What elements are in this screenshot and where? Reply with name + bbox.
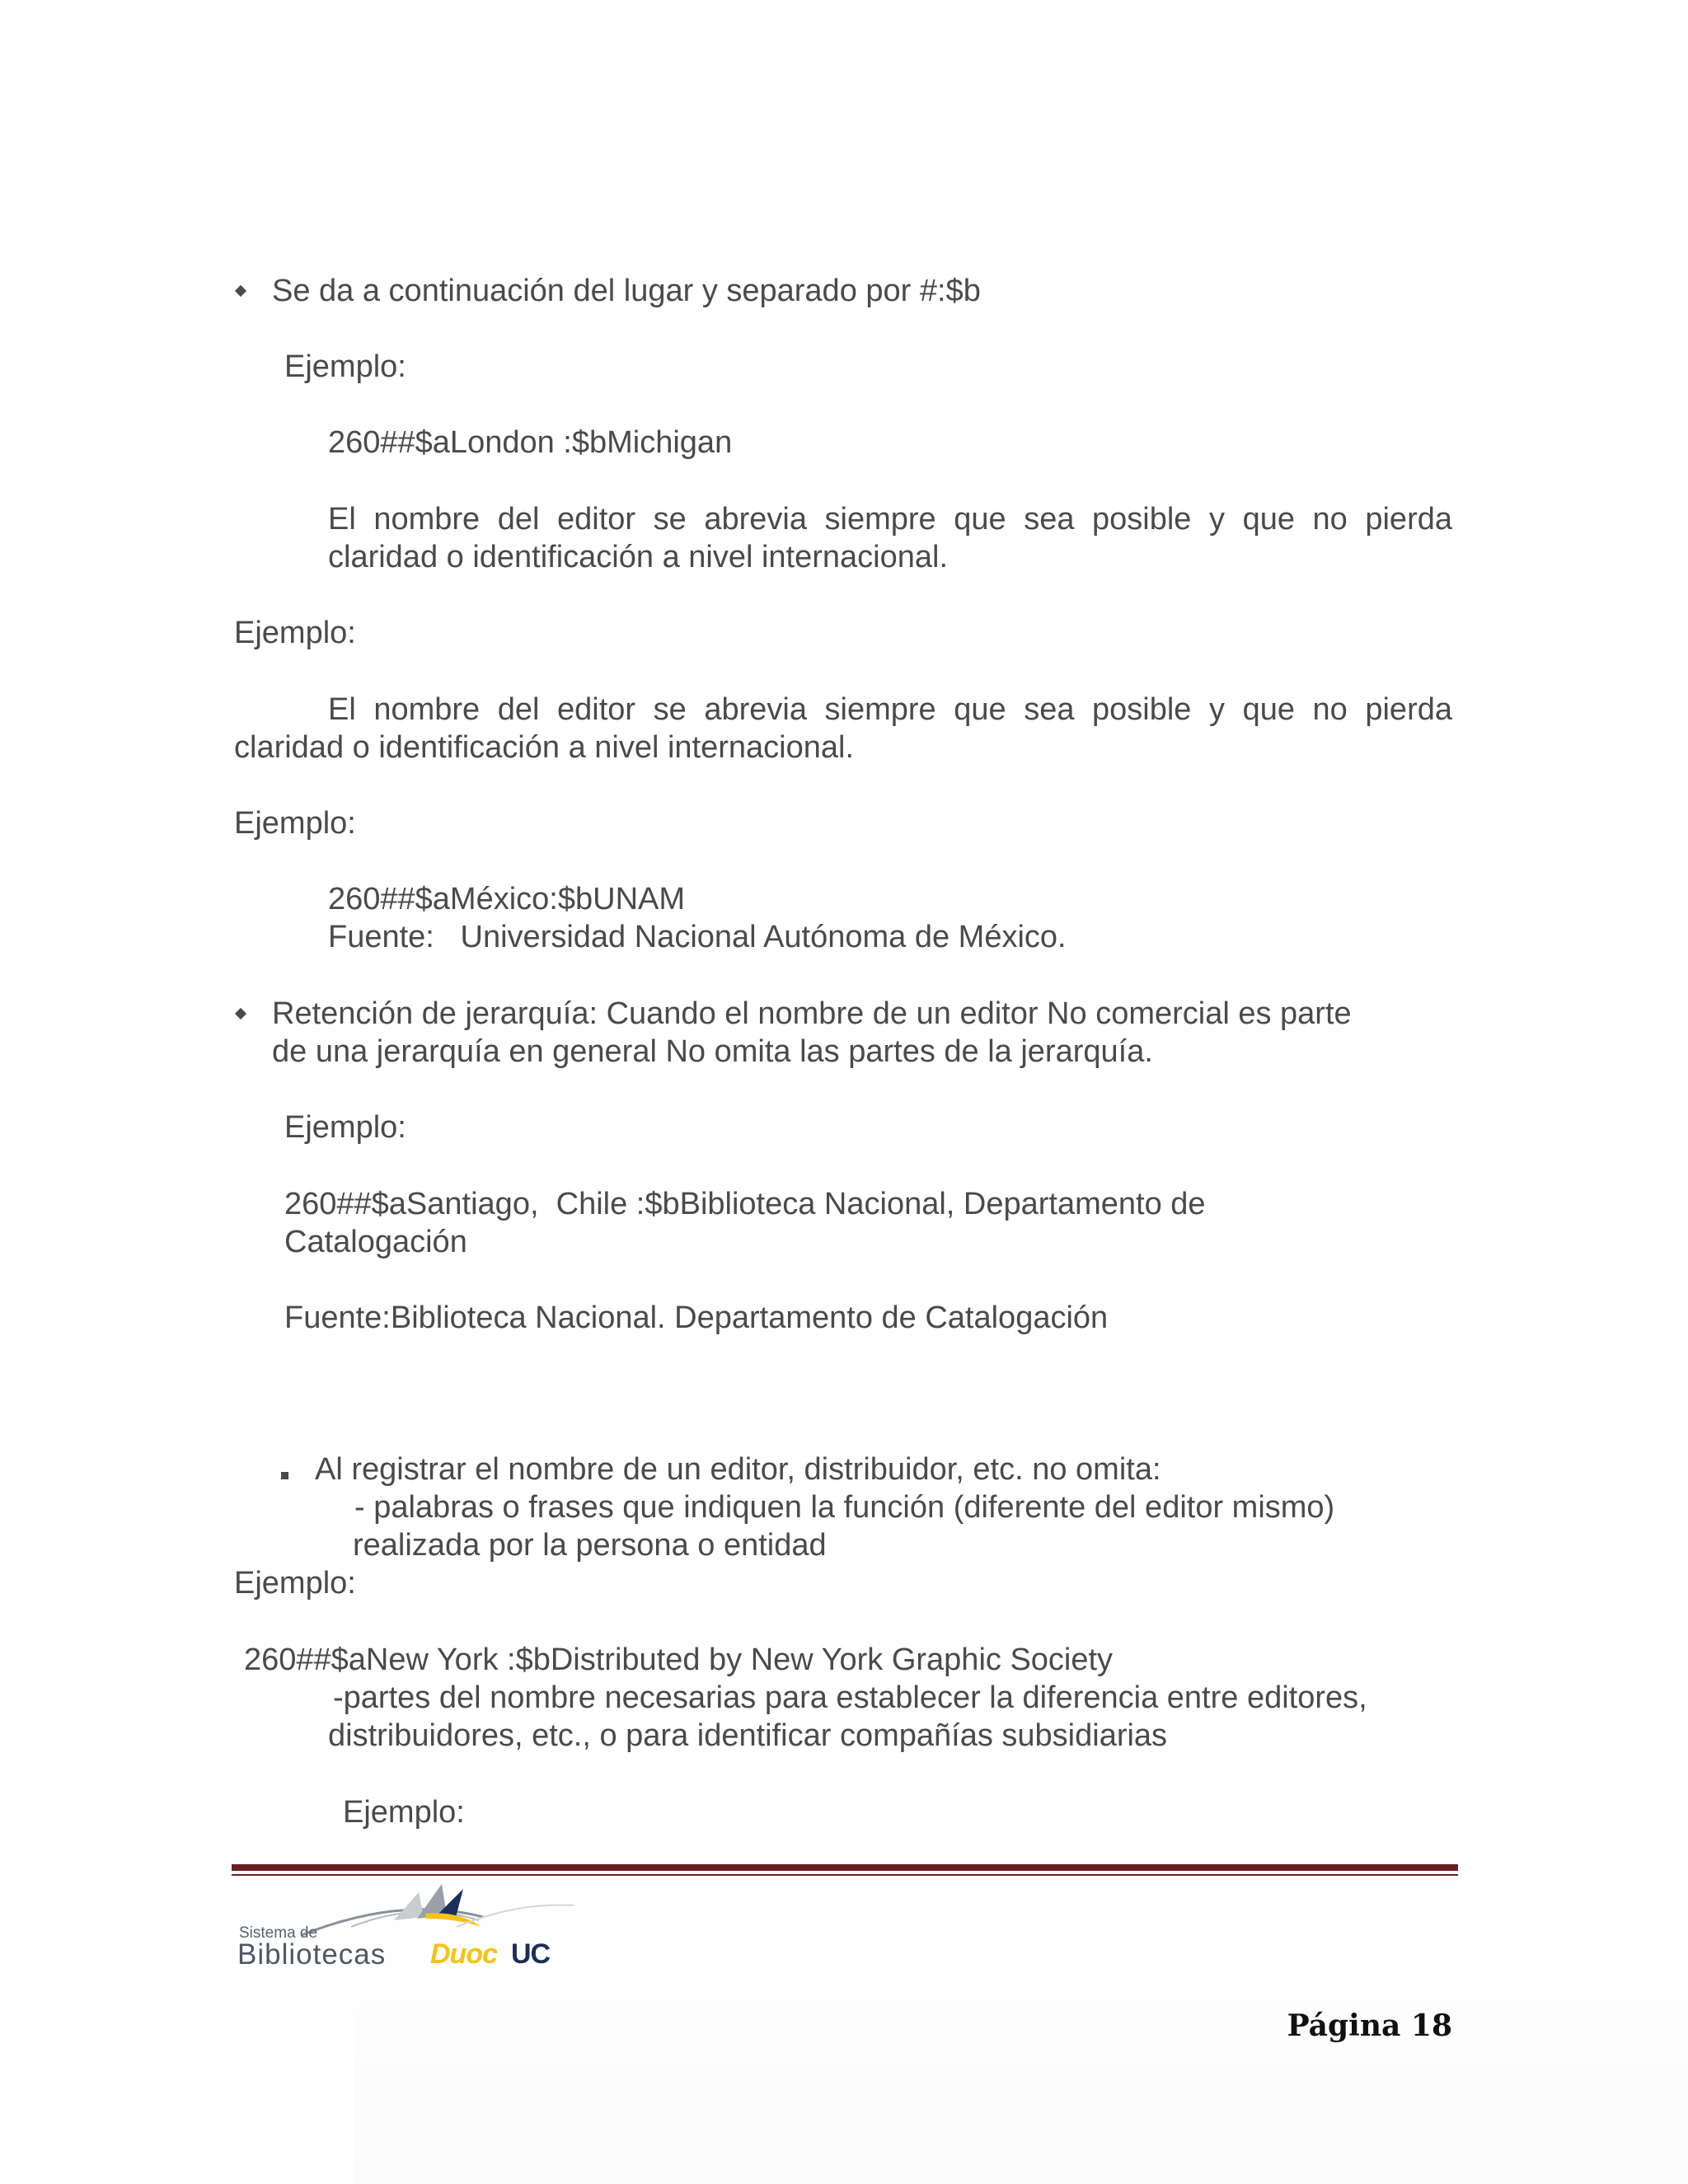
paragraph-line: claridad o identificación a nivel internacional.	[328, 540, 949, 574]
paragraph-line: El nombre del editor se abrevia siempre que sea posible y que no pierda	[328, 692, 1452, 727]
example-label: Ejemplo:	[284, 349, 406, 384]
example-label: Ejemplo:	[234, 806, 356, 841]
example-label: Ejemplo:	[234, 1566, 356, 1601]
bullet-text: Se da a continuación del lugar y separado por #:$b	[272, 274, 981, 308]
source-line: Fuente:Biblioteca Nacional. Departamento de Catalogación	[284, 1301, 1109, 1335]
example-label: Ejemplo:	[343, 1795, 465, 1830]
bullet-text: Al registrar el nombre de un editor, distribuidor, etc. no omita:	[315, 1452, 1161, 1487]
footer-divider	[232, 1864, 1458, 1871]
bullet-diamond-icon	[235, 285, 246, 297]
bullet-text: Retención de jerarquía: Cuando el nombre de un editor No comercial es parte	[272, 996, 1352, 1031]
example-label: Ejemplo:	[234, 616, 356, 650]
logo-brand-duoc: Duoc	[430, 1938, 497, 1970]
marc-example: 260##$aLondon :$bMichigan	[328, 425, 733, 460]
marc-example: 260##$aMéxico:$bUNAM	[328, 882, 686, 916]
paragraph-line: El nombre del editor se abrevia siempre que sea posible y que no pierda	[328, 502, 1452, 537]
paragraph-line: claridad o identificación a nivel internacional.	[234, 730, 855, 765]
bullet-subtext: realizada por la persona o entidad	[353, 1528, 827, 1563]
logo-title: Bibliotecas	[237, 1938, 387, 1971]
bullet-diamond-icon	[235, 1008, 246, 1019]
paragraph-line: distribuidores, etc., o para identificar compañías subsidiarias	[328, 1718, 1168, 1753]
logo-swoosh-icon	[302, 1877, 574, 1943]
source-line: Fuente: Universidad Nacional Autónoma de México.	[328, 920, 1067, 954]
marc-example: 260##$aNew York :$bDistributed by New York Graphic Society	[244, 1643, 1114, 1677]
bullet-text: de una jerarquía en general No omita las partes de la jerarquía.	[272, 1034, 1153, 1069]
marc-example: 260##$aSantiago, Chile :$bBiblioteca Nacional, Departamento de	[284, 1187, 1206, 1221]
paragraph-line: -partes del nombre necesarias para establecer la diferencia entre editores,	[333, 1680, 1367, 1715]
library-logo	[236, 1877, 582, 1970]
bullet-subtext: - palabras o frases que indiquen la función (diferente del editor mismo)	[354, 1490, 1335, 1525]
logo-subtitle: Sistema de	[239, 1924, 318, 1942]
marc-example: Catalogación	[284, 1225, 467, 1259]
footer-divider-thin	[232, 1874, 1458, 1876]
page-number: Página 18	[1287, 2008, 1452, 2043]
logo-brand-uc: UC	[511, 1938, 551, 1970]
example-label: Ejemplo:	[284, 1110, 406, 1145]
bullet-square-icon	[281, 1472, 288, 1479]
